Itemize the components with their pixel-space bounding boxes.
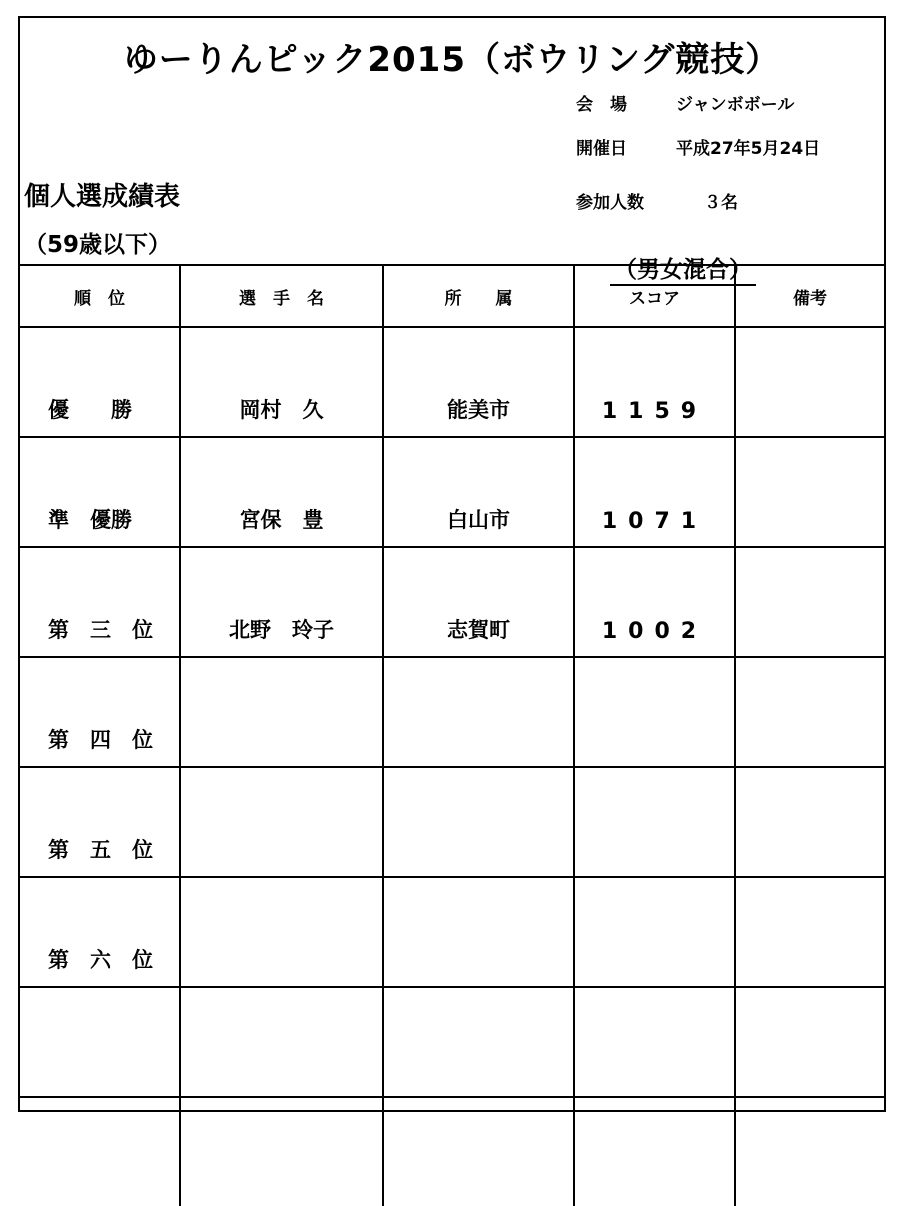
header-row	[20, 265, 884, 327]
name-cell	[180, 877, 383, 987]
rank-cell	[20, 1097, 180, 1206]
score-cell	[574, 1097, 735, 1206]
note-cell	[735, 767, 884, 877]
rank-cell: 第 三 位	[20, 547, 180, 657]
score-cell	[574, 987, 735, 1097]
name-cell: 岡村 久	[180, 327, 383, 437]
participants-label: 参加人数	[576, 193, 644, 213]
score-cell: 1159	[574, 327, 735, 437]
table-row	[20, 987, 884, 1097]
rank-cell: 優 勝	[20, 327, 180, 437]
note-cell	[735, 1097, 884, 1206]
name-cell	[180, 767, 383, 877]
results-heading: 個人選成績表	[24, 182, 181, 212]
affiliation-cell	[383, 877, 574, 987]
name-cell	[180, 657, 383, 767]
venue-label: 会 場	[576, 95, 627, 115]
note-cell	[735, 657, 884, 767]
header-rank: 順 位	[20, 265, 180, 327]
age-group-label: （59歳以下）	[24, 232, 172, 258]
date-value: 平成27年5月24日	[676, 139, 821, 159]
affiliation-cell: 能美市	[383, 327, 574, 437]
rank-cell: 準 優勝	[20, 437, 180, 547]
name-cell	[180, 1097, 383, 1206]
venue-info	[576, 90, 794, 115]
document-frame	[18, 16, 886, 1112]
table-row	[20, 767, 884, 877]
table-row	[20, 1097, 884, 1206]
rank-cell: 第 四 位	[20, 657, 180, 767]
table-row	[20, 327, 884, 437]
header-player-name: 選 手 名	[180, 265, 383, 327]
affiliation-cell	[383, 1097, 574, 1206]
rank-cell: 第 五 位	[20, 767, 180, 877]
affiliation-cell	[383, 657, 574, 767]
venue-value: ジャンボボール	[676, 95, 795, 115]
score-cell: 1002	[574, 547, 735, 657]
score-cell: 1071	[574, 437, 735, 547]
affiliation-cell: 白山市	[383, 437, 574, 547]
table-row	[20, 657, 884, 767]
category-label: （男女混合）	[610, 251, 756, 286]
participants-value: ３名	[704, 193, 738, 213]
header-affiliation: 所 属	[383, 265, 574, 327]
date-info	[576, 134, 820, 159]
note-cell	[735, 547, 884, 657]
note-cell	[735, 327, 884, 437]
header-score: スコア	[574, 265, 735, 327]
header-notes: 備考	[735, 265, 884, 327]
affiliation-cell	[383, 767, 574, 877]
score-cell	[574, 877, 735, 987]
name-cell: 宮保 豊	[180, 437, 383, 547]
score-cell	[574, 767, 735, 877]
results-table	[20, 264, 884, 1206]
table-row	[20, 547, 884, 657]
score-cell	[574, 657, 735, 767]
rank-cell	[20, 987, 180, 1097]
affiliation-cell: 志賀町	[383, 547, 574, 657]
participants-info	[576, 188, 738, 213]
date-label: 開催日	[576, 139, 627, 159]
affiliation-cell	[383, 987, 574, 1097]
note-cell	[735, 987, 884, 1097]
note-cell	[735, 437, 884, 547]
note-cell	[735, 877, 884, 987]
name-cell: 北野 玲子	[180, 547, 383, 657]
document-title: ゆーりんピック2015（ボウリング競技）	[123, 40, 781, 80]
rank-cell: 第 六 位	[20, 877, 180, 987]
name-cell	[180, 987, 383, 1097]
table-row	[20, 877, 884, 987]
table-row	[20, 437, 884, 547]
